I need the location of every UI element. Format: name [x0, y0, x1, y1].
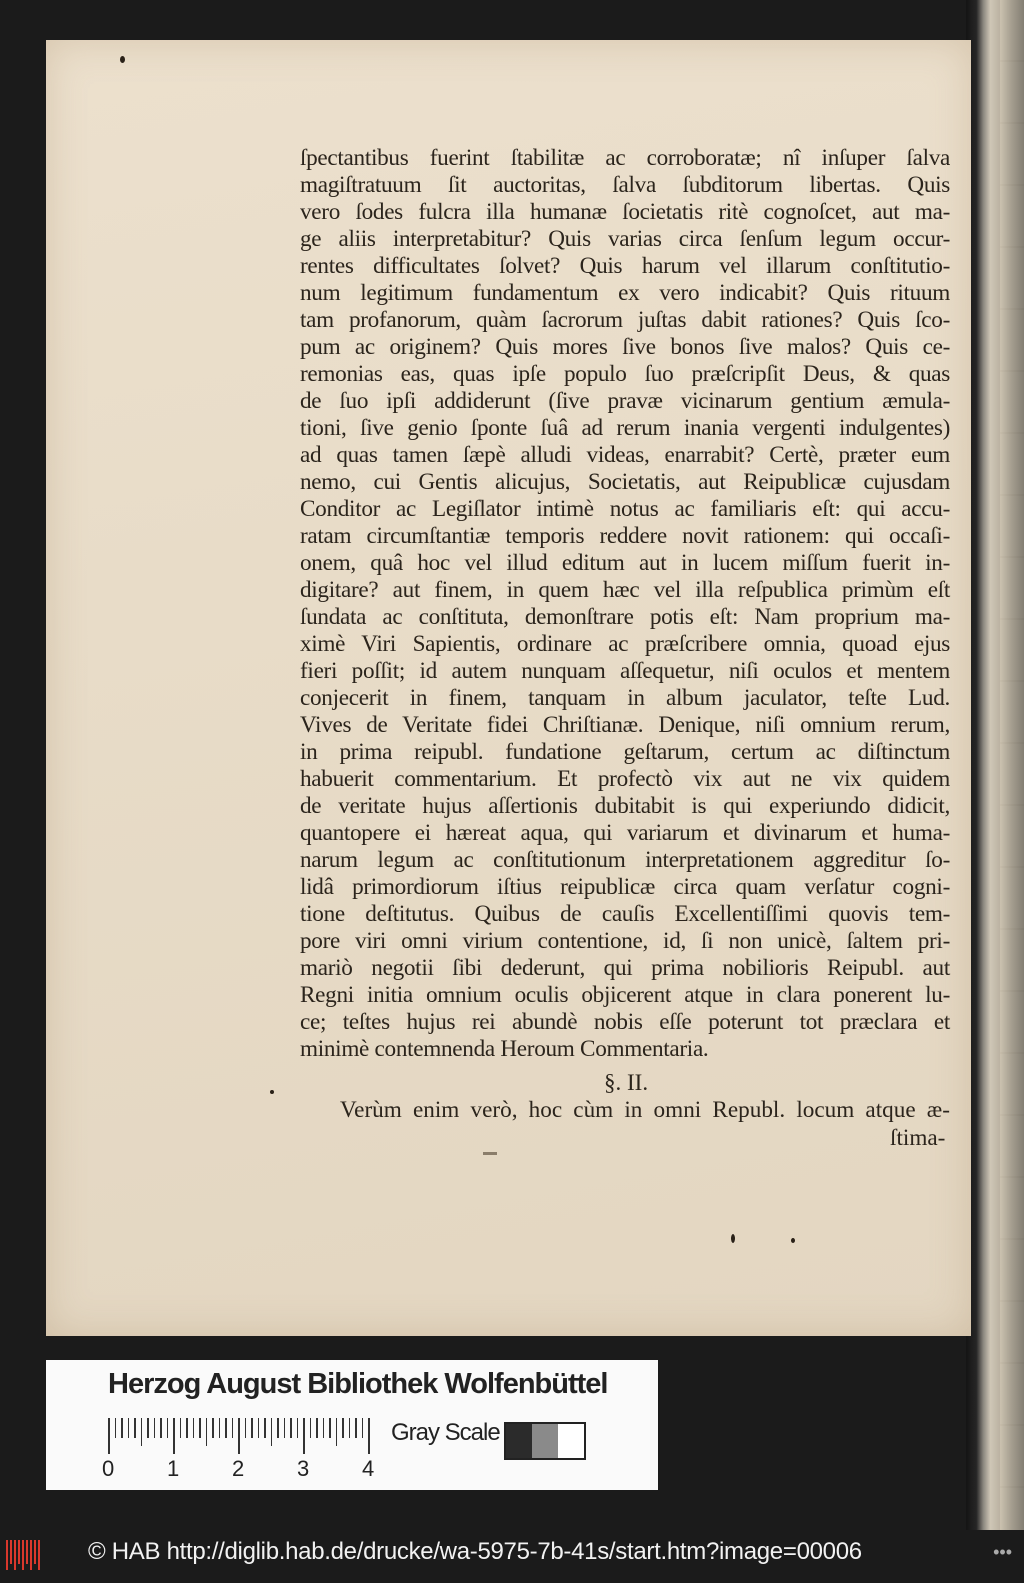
ruler-tick — [180, 1418, 182, 1438]
ruler-tick — [173, 1418, 175, 1454]
text-line: ſundata ac conſtituta, demonſtrare potis eſt: Nam proprium ma- — [300, 604, 950, 630]
ruler-tick — [121, 1418, 123, 1438]
text-line: lidâ primordiorum iſtius reipublicæ circa quam verſatur cogni- — [300, 874, 950, 900]
ruler-number: 2 — [232, 1456, 245, 1481]
ruler-tick — [277, 1418, 279, 1438]
ruler-tick — [368, 1418, 370, 1454]
logo-bar — [10, 1540, 12, 1564]
ruler-tick — [251, 1418, 253, 1438]
ink-smudge — [483, 1152, 497, 1155]
ruler-tick — [297, 1418, 299, 1438]
gray-scale-swatches — [504, 1422, 586, 1460]
ruler-tick — [303, 1418, 305, 1454]
ruler-tick — [362, 1418, 364, 1438]
gray-scale-label: Gray Scale — [391, 1419, 500, 1446]
text-line: narum legum ac conſtitutionum interpretationem aggreditur ſo- — [300, 847, 950, 873]
more-icon[interactable]: ••• — [993, 1542, 1012, 1562]
ruler-tick — [329, 1418, 331, 1438]
gray-swatch — [506, 1424, 532, 1458]
ruler-tick — [290, 1418, 292, 1438]
text-line: in prima reipubl. fundatione geſtarum, certum ac diſtinctum — [300, 739, 950, 765]
text-line: Vives de Veritate fidei Chriſtianæ. Denique, niſi omnium rerum, — [300, 712, 950, 738]
ruler-tick — [206, 1418, 208, 1446]
text-line: ad quas tamen ſæpè alludi videas, enarrabit? Certè, præter eum — [300, 442, 950, 468]
text-line: ce; teſtes hujus rei abundè nobis eſſe poterunt tot præclara et — [300, 1009, 950, 1035]
text-line: tam profanorum, quàm ſacrorum juſtas dabit rationes? Quis ſco- — [300, 307, 950, 333]
text-line: onem, quâ hoc vel illud editum aut in lucem miſſum fuerit in- — [300, 550, 950, 576]
text-line: Regni initia omnium oculis objicerent atque in clara ponerent lu- — [300, 982, 950, 1008]
ruler-tick — [167, 1418, 169, 1438]
ruler-tick — [355, 1418, 357, 1438]
ruler-number: 0 — [102, 1456, 115, 1481]
text-line: pore viri omni virium contentione, id, ſi non unicè, ſaltem pri- — [300, 928, 950, 954]
logo-bar — [26, 1540, 28, 1564]
ruler-tick — [245, 1418, 247, 1438]
text-line: tioni, ſive genio ſponte ſuâ ad rerum inania vergenti indulgentes) — [300, 415, 950, 441]
text-line: habuerit commentarium. Et profectò vix aut ne vix quidem — [300, 766, 950, 792]
ruler-tick — [336, 1418, 338, 1446]
ruler-tick — [108, 1418, 110, 1454]
catchword: ſtima- — [890, 1125, 946, 1151]
ink-speck — [731, 1234, 735, 1243]
text-line: remonias eas, quas ipſe populo ſuo præſcripſit Deus, & quas — [300, 361, 950, 387]
ruler-tick — [128, 1418, 130, 1438]
ruler-number: 4 — [362, 1456, 375, 1481]
logo-bar — [14, 1540, 16, 1570]
ruler-tick — [225, 1418, 227, 1438]
hab-logo-icon — [6, 1540, 40, 1570]
ink-speck — [270, 1090, 274, 1094]
ruler-number: 1 — [167, 1456, 180, 1481]
page-edges — [1000, 0, 1024, 1530]
ruler-tick — [349, 1418, 351, 1438]
ruler-tick — [342, 1418, 344, 1438]
gray-swatch — [558, 1424, 584, 1458]
text-line: magiſtratuum ſit auctoritas, ſalva ſubditorum libertas. Quis — [300, 172, 950, 198]
text-line: quantopere ei hæreat aqua, qui variarum et divinarum et huma- — [300, 820, 950, 846]
ruler-tick — [238, 1418, 240, 1454]
ruler-tick — [232, 1418, 234, 1438]
ruler-tick — [186, 1418, 188, 1438]
text-line: Verùm enim verò, hoc cùm in omni Republ. locum atque æ- — [340, 1097, 950, 1123]
text-line: mariò negotii ſibi dederunt, qui prima nobilioris Reipubl. aut — [300, 955, 950, 981]
text-line: digitare? aut finem, in quem hæc vel illa reſpublica primùm eſt — [300, 577, 950, 603]
gray-swatch — [532, 1424, 558, 1458]
ruler-tick — [193, 1418, 195, 1438]
ruler-tick — [271, 1418, 273, 1446]
text-line: ximè Viri Sapientis, ordinare ac præſcribere omnia, quoad ejus — [300, 631, 950, 657]
ruler-tick — [284, 1418, 286, 1438]
ruler-tick — [258, 1418, 260, 1438]
ruler-tick — [212, 1418, 214, 1438]
logo-bar — [34, 1540, 36, 1564]
library-name: Herzog August Bibliothek Wolfenbüttel — [108, 1368, 608, 1400]
ink-speck — [120, 56, 125, 63]
text-line: num legitimum fundamentum ex vero indicabit? Quis rituum — [300, 280, 950, 306]
ruler-tick — [219, 1418, 221, 1438]
footer-bar — [0, 1530, 1024, 1583]
ruler-tick — [323, 1418, 325, 1438]
text-line: ratam circumſtantiæ temporis reddere novit rationem: qui occaſi- — [300, 523, 950, 549]
section-heading: §. II. — [604, 1070, 649, 1095]
ruler-tick — [199, 1418, 201, 1438]
ink-speck — [791, 1238, 795, 1243]
ruler-tick — [160, 1418, 162, 1438]
ruler-tick — [310, 1418, 312, 1438]
measurement-ruler — [108, 1418, 378, 1458]
text-line: Conditor ac Legiſlator intimè notus ac familiaris eſt: qui accu- — [300, 496, 950, 522]
ruler-tick — [264, 1418, 266, 1438]
text-line: pum ac originem? Quis mores ſive bonos ſive malos? Quis ce- — [300, 334, 950, 360]
ruler-tick — [115, 1418, 117, 1438]
text-line: ſpectantibus fuerint ſtabilitæ ac corroboratæ; nî inſuper ſalva — [300, 145, 950, 171]
color-calibration-card — [46, 1360, 658, 1490]
text-line: vero ſodes fulcra illa humanæ ſocietatis ritè cognoſcet, aut ma- — [300, 199, 950, 225]
text-line: de ſuo ipſi addiderunt (ſive pravæ vicinarum gentium æmula- — [300, 388, 950, 414]
ruler-tick — [134, 1418, 136, 1438]
text-line: conjecerit in finem, tanquam in album jaculator, teſte Lud. — [300, 685, 950, 711]
text-line: rentes difficultates ſolvet? Quis harum vel illarum conſtitutio- — [300, 253, 950, 279]
ruler-tick — [154, 1418, 156, 1438]
text-line: fieri poſſit; id autem nunquam aſſequetur, niſi oculos et mentem — [300, 658, 950, 684]
ruler-tick — [147, 1418, 149, 1438]
logo-bar — [22, 1540, 24, 1570]
ruler-tick — [141, 1418, 143, 1446]
ruler-number: 3 — [297, 1456, 310, 1481]
logo-bar — [6, 1540, 8, 1570]
source-url[interactable]: © HAB http://diglib.hab.de/drucke/wa-5975-7b-41s/start.htm?image=00006 — [88, 1538, 862, 1565]
text-line: de veritate hujus aſſertionis dubitabit is qui experiundo didicit, — [300, 793, 950, 819]
text-line: tione deſtitutus. Quibus de cauſis Excellentiſſimi quovis tem- — [300, 901, 950, 927]
text-line: nemo, cui Gentis alicujus, Societatis, aut Reipublicæ cujusdam — [300, 469, 950, 495]
logo-bar — [30, 1540, 32, 1570]
body-text — [300, 145, 950, 1063]
ruler-tick — [316, 1418, 318, 1438]
text-line: minimè contemnenda Heroum Commentaria. — [300, 1036, 709, 1062]
logo-bar — [38, 1540, 40, 1570]
logo-bar — [18, 1540, 20, 1564]
text-line: ge aliis interpretabitur? Quis varias circa ſenſum legum occur- — [300, 226, 950, 252]
